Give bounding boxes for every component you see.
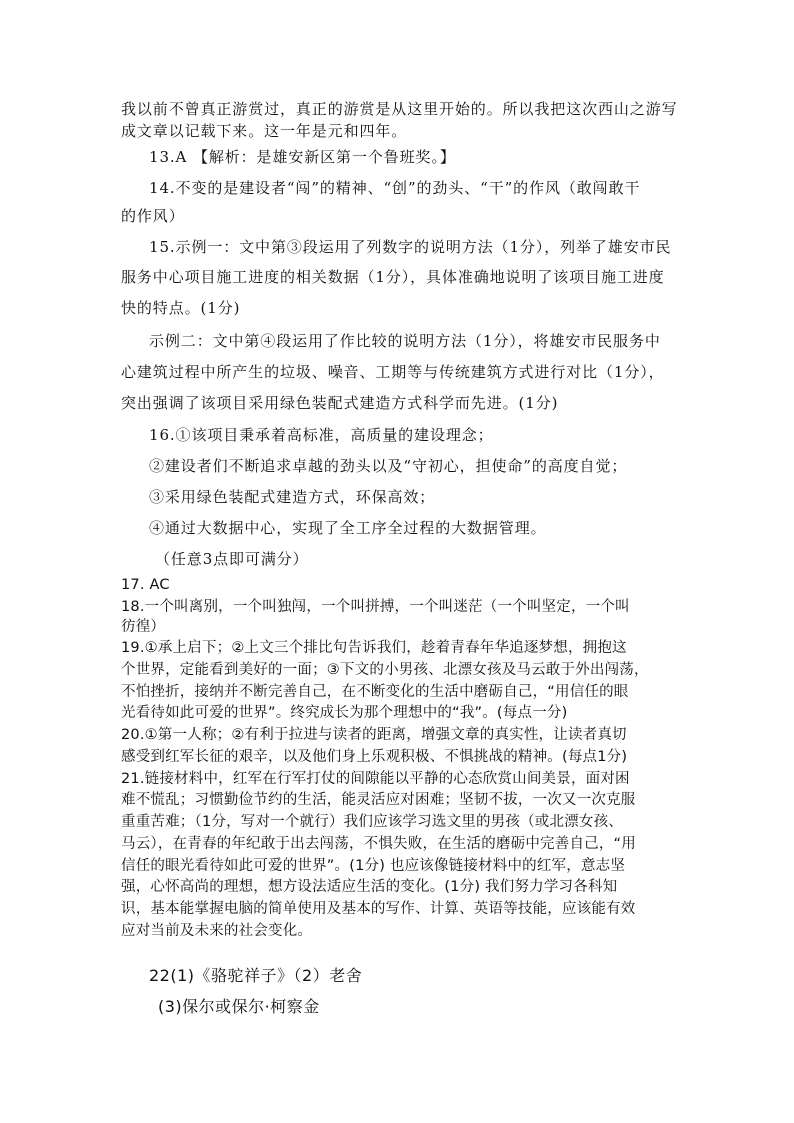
answer-15: 15.示例一：文中第③段运用了列数字的说明方法（1分），列举了雄安市民 (149, 238, 672, 256)
text-line: 光看待如此可爱的世界”。终究成长为那个理想中的“我”。(每点一分) (121, 705, 568, 721)
text-line: 突出强调了该项目采用绿色装配式建造方式科学而先进。(1分) (121, 394, 559, 412)
text-line: 难不慌乱；习惯勤俭节约的生活，能灵活应对困难；坚韧不拔，一次又一次克服 (121, 792, 636, 808)
text-line: 识，基本能掌握电脑的简单使用及基本的写作、计算、英语等技能，应该能有效 (121, 901, 636, 917)
text-line: 重重苦难；（1分，写对一个就行）我们应该学习选文里的男孩（或北漂女孩、 (121, 814, 623, 830)
text-line: ③采用绿色装配式建造方式，环保高效； (149, 488, 436, 506)
answer-18: 18.一个叫离别，一个叫独闯，一个叫拼搏，一个叫迷茫（一个叫坚定，一个叫 (121, 599, 630, 615)
answer-16: 16.①该项目秉承着高标准，高质量的建设理念； (149, 426, 494, 444)
text-line: 的作风） (121, 207, 185, 225)
text-line: 不怕挫折，接纳并不断完善自己，在不断变化的生活中磨砺自己，“用信任的眼 (121, 684, 629, 700)
text-line: 服务中心项目施工进度的相关数据（1分），具体准确地说明了该项目施工进度 (121, 268, 665, 286)
text-line: 应对当前及未来的社会变化。 (121, 923, 313, 939)
answer-13: 13.A 【解析：是雄安新区第一个鲁班奖。】 (149, 148, 456, 166)
text-line: 彷徨） (121, 619, 166, 635)
text-line: ④通过大数据中心，实现了全工序全过程的大数据管理。 (149, 519, 547, 537)
answer-17: 17. AC (121, 577, 170, 593)
text-line: 强，心怀高尚的理想，想方设法适应生活的变化。(1分) 我们努力学习各科知 (121, 879, 618, 895)
text-line: 心建筑过程中所产生的垃圾、噪音、工期等与传统建筑方式进行对比（1分）， (121, 363, 665, 381)
answer-20: 20.①第一人称；②有利于拉进与读者的距离，增强文章的真实性，让读者真切 (121, 727, 627, 743)
answer-22: 22(1)《骆驼祥子》（2）老舍 (149, 966, 363, 985)
answer-19: 19.①承上启下；②上文三个排比句告诉我们，趁着青春年华追逐梦想，拥抱这 (121, 640, 627, 656)
text-line: 信任的眼光看待如此可爱的世界”。(1分) 也应该像链接材料中的红军，意志坚 (121, 858, 626, 874)
text-line: 我以前不曾真正游赏过，真正的游赏是从这里开始的。所以我把这次西山之游写 (121, 100, 678, 118)
text-line: 马云），在青春的年纪敢于出去闯荡，不惧失败，在生活的磨砺中完善自己，“用 (121, 836, 636, 852)
answer-14: 14.不变的是建设者“闯”的精神、“创”的劲头、“干”的作风（敢闯敢干 (149, 179, 641, 197)
answer-21: 21.链接材料中，红军在行军打仗的间隙能以平静的心态欣赏山间美景，面对困 (121, 771, 630, 787)
text-line: 个世界，定能看到美好的一面；③下文的小男孩、北漂女孩及马云敢于外出闯荡， (121, 662, 649, 678)
text-line: 快的特点。(1分) (121, 299, 241, 317)
text-line: (3)保尔或保尔·柯察金 (158, 997, 320, 1016)
text-line: ②建设者们不断追求卓越的劲头以及“守初心，担使命”的高度自觉； (149, 457, 628, 475)
text-line: 感受到红军长征的艰辛，以及他们身上乐观积极、不惧挑战的精神。(每点1分) (121, 749, 628, 765)
text-line: 成文章以记载下来。这一年是元和四年。 (121, 122, 408, 140)
text-line: 示例二：文中第④段运用了作比较的说明方法（1分），将雄安市民服务中 (149, 332, 661, 350)
text-line: （任意3点即可满分） (155, 550, 309, 568)
